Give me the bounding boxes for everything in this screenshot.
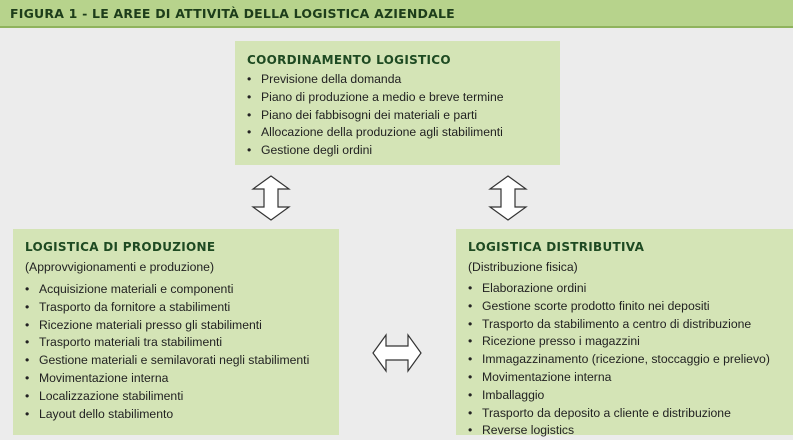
logistica-distributiva-box (456, 229, 793, 438)
list-item: • Elaborazione ordini (468, 280, 781, 298)
double-arrow-vertical-left-icon (251, 175, 291, 221)
figure-header (0, 0, 793, 28)
list-item: • Ricezione presso i magazzini (468, 333, 781, 351)
list-item: • Immagazzinamento (ricezione, stoccaggio e prelievo) (468, 351, 781, 369)
coordinamento-title: COORDINAMENTO LOGISTICO (247, 53, 451, 67)
list-item: • Gestione degli ordini (247, 142, 548, 160)
list-item: • Localizzazione stabilimenti (25, 388, 327, 406)
double-arrow-vertical-right-icon (488, 175, 528, 221)
coordinamento-logistico-box (235, 41, 560, 165)
figure-title: FIGURA 1 - LE AREE DI ATTIVITÀ DELLA LOGISTICA AZIENDALE (10, 6, 455, 21)
produzione-subtitle: (Approvvigionamenti e produzione) (25, 260, 215, 274)
list-item: • Piano di produzione a medio e breve termine (247, 89, 548, 107)
list-item: • Ricezione materiali presso gli stabilimenti (25, 317, 327, 335)
distributiva-list (468, 280, 781, 440)
logistica-produzione-box (13, 229, 339, 435)
list-item: • Trasporto da stabilimento a centro di distribuzione (468, 316, 781, 334)
list-item: • Previsione della domanda (247, 71, 548, 89)
produzione-list (25, 281, 327, 423)
distributiva-title: LOGISTICA DISTRIBUTIVA (468, 240, 645, 254)
list-item: • Allocazione della produzione agli stabilimenti (247, 124, 548, 142)
distributiva-subtitle: (Distribuzione fisica) (468, 260, 578, 274)
list-item: • Gestione materiali e semilavorati negli stabilimenti (25, 352, 327, 370)
list-item: • Reverse logistics (468, 422, 781, 440)
list-item: • Layout dello stabilimento (25, 406, 327, 424)
list-item: • Trasporto da deposito a cliente e distribuzione (468, 405, 781, 423)
list-item: • Gestione scorte prodotto finito nei depositi (468, 298, 781, 316)
list-item: • Trasporto materiali tra stabilimenti (25, 334, 327, 352)
coordinamento-list (247, 71, 548, 160)
list-item: • Acquisizione materiali e componenti (25, 281, 327, 299)
list-item: • Imballaggio (468, 387, 781, 405)
list-item: • Trasporto da fornitore a stabilimenti (25, 299, 327, 317)
list-item: • Piano dei fabbisogni dei materiali e parti (247, 107, 548, 125)
list-item: • Movimentazione interna (468, 369, 781, 387)
produzione-title: LOGISTICA DI PRODUZIONE (25, 240, 216, 254)
list-item: • Movimentazione interna (25, 370, 327, 388)
double-arrow-horizontal-icon (372, 333, 422, 373)
